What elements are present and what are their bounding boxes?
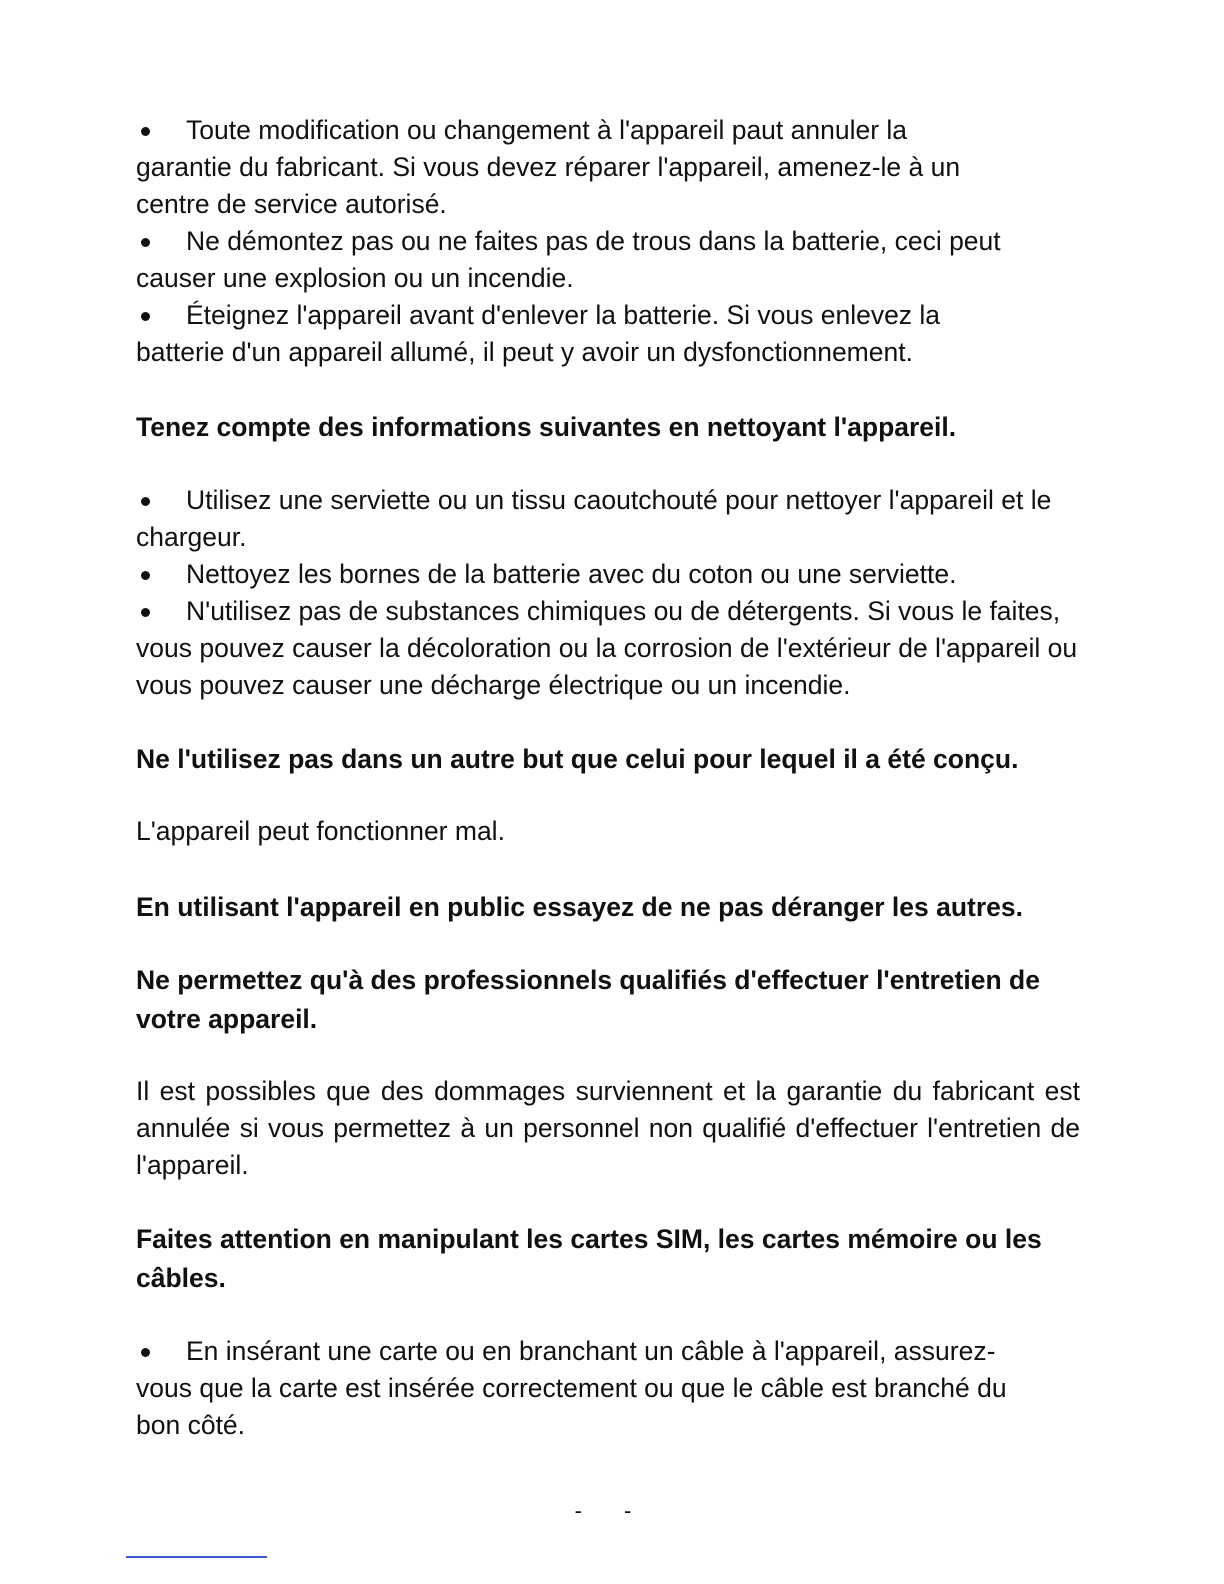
bullet-item: Toute modification ou changement à l'appareil paut annuler la garantie du fabricant. Si vous devez réparer l'appareil, amenez-le à un centre de service autorisé. bbox=[136, 115, 961, 219]
bullet-dot bbox=[141, 312, 150, 321]
bullet-item: N'utilisez pas de substances chimiques ou de détergents. Si vous le faites, vous pouvez causer la décoloration ou la corrosion de l'extérieur de l'appareil ou vous pouvez causer une décharge électrique ou un incendie. bbox=[136, 596, 1078, 700]
section-heading: Ne permettez qu'à des professionnels qualifiés d'effectuer l'entretien de votre appareil. bbox=[136, 965, 1040, 1034]
section-heading: En utilisant l'appareil en public essayez de ne pas déranger les autres. bbox=[136, 892, 1024, 922]
bullet-dot bbox=[141, 497, 150, 506]
page-number: - - bbox=[574, 1498, 650, 1523]
bullet-item: En insérant une carte ou en branchant un câble à l'appareil, assurez-vous que la carte est insérée correctement ou que le câble est branché du bon côté. bbox=[136, 1336, 1007, 1440]
bullet-dot bbox=[141, 1348, 150, 1357]
bullet-item: Ne démontez pas ou ne faites pas de trous dans la batterie, ceci peut causer une explosion ou un incendie. bbox=[136, 226, 1001, 293]
paragraph: Il est possibles que des dommages surviennent et la garantie du fabricant est annulée si vous permettez à un personnel non qualifié d'effectuer l'entretien de l'appareil. bbox=[136, 1076, 1080, 1180]
bullet-item: Éteignez l'appareil avant d'enlever la batterie. Si vous enlevez la batterie d'un appareil allumé, il peut y avoir un dysfonctionnement. bbox=[136, 300, 941, 367]
section-heading: Ne l'utilisez pas dans un autre but que celui pour lequel il a été conçu. bbox=[136, 744, 1019, 774]
bullet-item: Nettoyez les bornes de la batterie avec du coton ou une serviette. bbox=[136, 556, 1080, 593]
paragraph: L'appareil peut fonctionner mal. bbox=[136, 816, 505, 846]
bullet-dot bbox=[141, 238, 150, 247]
bullet-dot bbox=[141, 571, 150, 580]
bullet-dot bbox=[141, 127, 150, 136]
section-heading: Tenez compte des informations suivantes en nettoyant l'appareil. bbox=[136, 412, 957, 442]
bullet-dot bbox=[141, 608, 150, 617]
section-heading: Faites attention en manipulant les cartes SIM, les cartes mémoire ou les câbles. bbox=[136, 1224, 1042, 1293]
document-body bbox=[136, 112, 1080, 1444]
footer-rule bbox=[126, 1556, 267, 1558]
bullet-item: Utilisez une serviette ou un tissu caoutchouté pour nettoyer l'appareil et le chargeur. bbox=[136, 485, 1052, 552]
